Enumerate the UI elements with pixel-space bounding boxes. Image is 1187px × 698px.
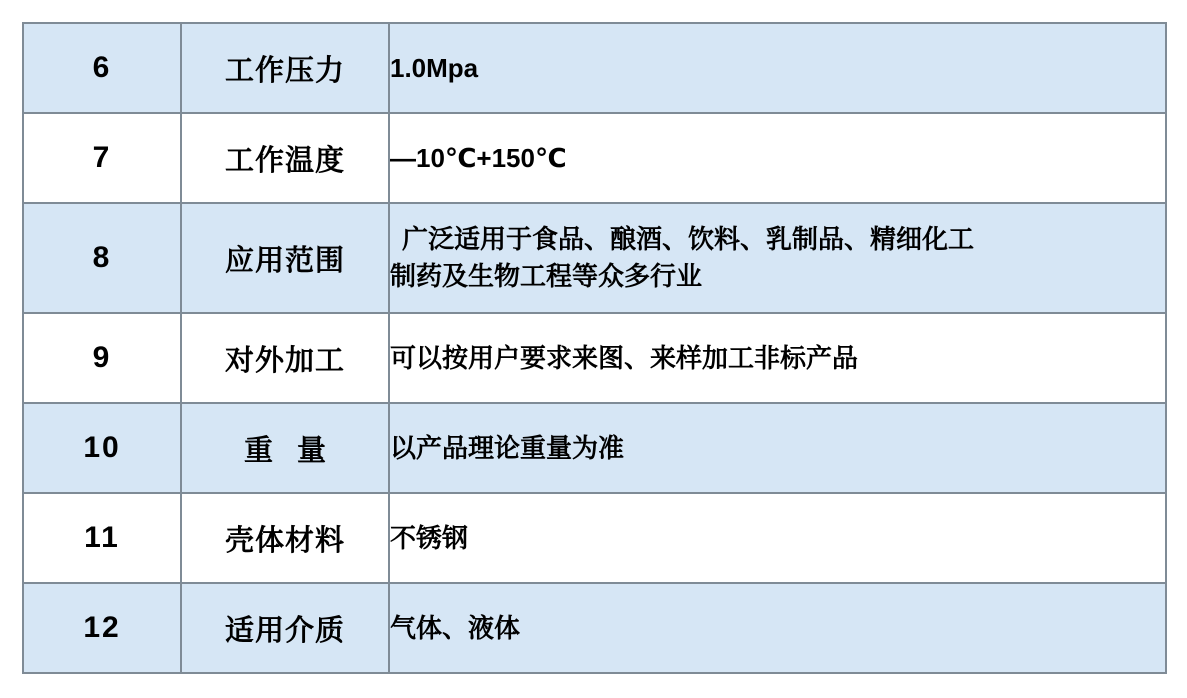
row-index-cell: 8 xyxy=(23,203,181,313)
row-value-line-1: 气体、液体 xyxy=(390,612,521,643)
table-row xyxy=(23,583,1166,673)
table-row xyxy=(23,23,1166,113)
row-index-cell: 11 xyxy=(23,493,181,583)
row-index-cell: 6 xyxy=(23,23,181,113)
row-value-cell xyxy=(389,583,1166,673)
row-value-cell xyxy=(389,493,1166,583)
row-value-line-1: 1.0Mpa xyxy=(390,52,479,83)
table-row xyxy=(23,203,1166,313)
row-index-cell: 10 xyxy=(23,403,181,493)
row-label-cell: 对外加工 xyxy=(181,313,389,403)
row-label-cell: 工作压力 xyxy=(181,23,389,113)
row-label-cell: 适用介质 xyxy=(181,583,389,673)
row-label-cell: 重 量 xyxy=(181,403,389,493)
table-row xyxy=(23,493,1166,583)
table-row xyxy=(23,313,1166,403)
row-value-line-1: 广泛适用于食品、酿酒、饮料、乳制品、精细化工 xyxy=(402,224,975,255)
specification-table-body xyxy=(23,23,1166,673)
row-label-cell: 壳体材料 xyxy=(181,493,389,583)
row-value-line-1: 以产品理论重量为准 xyxy=(390,432,625,463)
specification-table xyxy=(22,22,1167,674)
row-value-line-2: 制药及生物工程等众多行业 xyxy=(390,261,703,291)
row-index-cell: 7 xyxy=(23,113,181,203)
row-value-cell xyxy=(389,113,1166,203)
row-value-line-1: —10℃+150℃ xyxy=(390,142,567,173)
row-label-cell: 应用范围 xyxy=(181,203,389,313)
row-value-line-1: 可以按用户要求来图、来样加工非标产品 xyxy=(390,342,859,373)
row-value-cell xyxy=(389,23,1166,113)
table-row xyxy=(23,113,1166,203)
row-value-cell xyxy=(389,203,1166,313)
row-index-cell: 9 xyxy=(23,313,181,403)
row-value-cell xyxy=(389,403,1166,493)
row-label-cell: 工作温度 xyxy=(181,113,389,203)
table-row xyxy=(23,403,1166,493)
row-value-cell xyxy=(389,313,1166,403)
row-index-cell: 12 xyxy=(23,583,181,673)
row-value-line-1: 不锈钢 xyxy=(390,522,469,553)
